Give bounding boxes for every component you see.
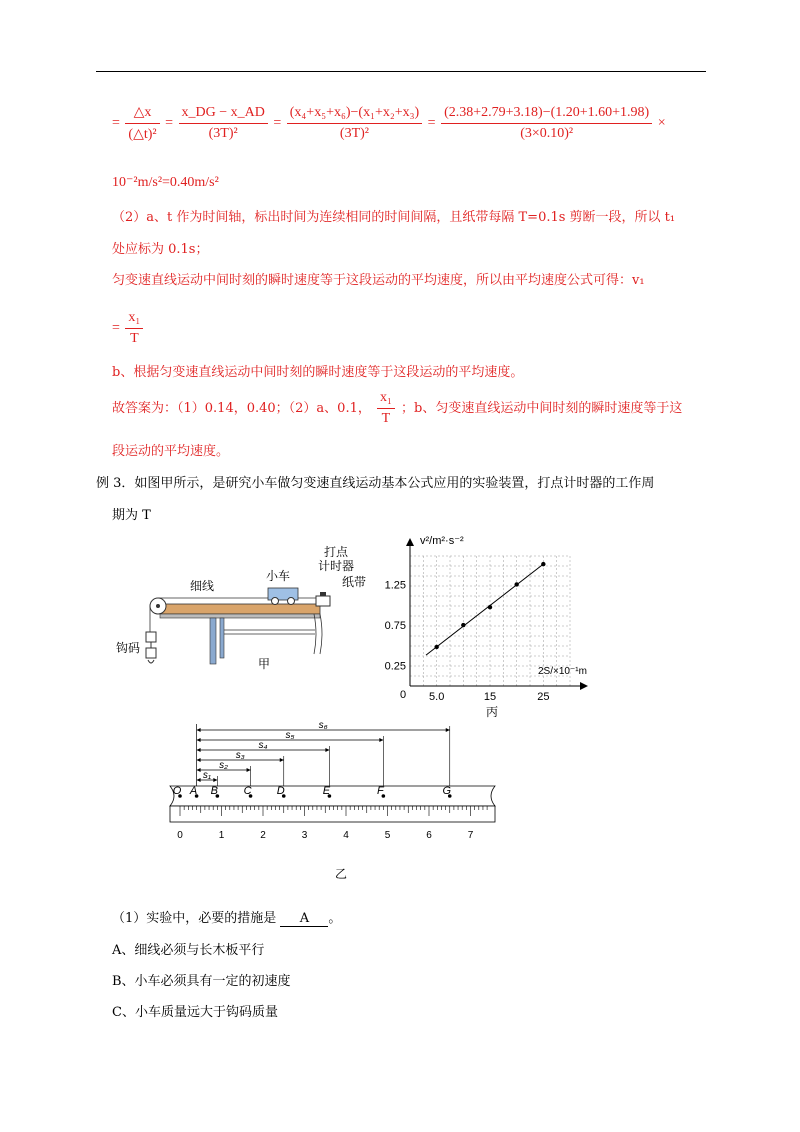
long-board: [160, 604, 320, 614]
question1-answer: A: [280, 911, 328, 927]
segment-label: s₅: [285, 730, 295, 741]
v1-formula: = $\frac{\text{x₁}}{T}$: [112, 310, 145, 347]
label-tape: 纸带: [342, 575, 367, 589]
x-axis-label: 2S/×10⁻¹m: [538, 666, 587, 677]
option-a: A、细线必须与长木板平行: [112, 943, 265, 958]
answer-fraction: $\frac{\text{x₁}}{T}$: [377, 390, 395, 427]
segment-arrowhead: [379, 738, 383, 742]
segment-label: s₄: [258, 740, 268, 751]
result-line: 10⁻²m/s²=0.40m/s²: [112, 175, 219, 190]
question1-stem: （1）实验中，必要的措施是 A 。: [112, 911, 342, 926]
y-tick-label: 0.75: [384, 620, 406, 633]
ruler-number: 3: [301, 830, 308, 841]
segment-arrowhead: [197, 748, 201, 752]
segment-arrowhead: [247, 768, 251, 772]
y-axis-arrow: [406, 538, 414, 546]
fraction-numeric: $\frac{(2.38+2.79+3.18)-(1.20+1.60+1.98)}{\text{(3×0.10)²}}$: [441, 105, 652, 142]
part2-a-line1: （2）a、t 作为时间轴，标出时间为连续相同的时间间隔，且纸带每隔 T=0.1s 剪断一段，所以 t₁: [112, 210, 676, 225]
option-c: C、小车质量远大于钩码质量: [112, 1005, 278, 1020]
segment-label: s₁: [202, 770, 212, 781]
example3-line1: 例 3．如图甲所示，是研究小车做匀变速直线运动基本公式应用的实验装置，打点计时器的工作周: [96, 476, 655, 491]
fraction-sum-difference: $\frac{\text{(x₄+x₅+x₆)−(x₁+x₂+x₃)}}{\text{(3T)²}}$: [287, 105, 422, 142]
ruler-number: 1: [218, 830, 225, 841]
tape-point-label: A: [189, 785, 198, 797]
ruler-number: 4: [343, 830, 349, 841]
caption-bing: 丙: [486, 705, 499, 719]
segment-arrowhead: [325, 748, 329, 752]
label-weight: 钩码: [116, 641, 141, 655]
x-tick-label: 25: [537, 691, 550, 703]
example3-line2: 期为 T: [112, 508, 151, 523]
origin-label: 0: [400, 689, 407, 701]
header-rule: [96, 71, 706, 72]
part2-a-line2: 处应标为 0.1s；: [112, 242, 209, 257]
velocity-line: 匀变速直线运动中间时刻的瞬时速度等于这段运动的平均速度，所以由平均速度公式可得：v₁: [112, 273, 645, 288]
fraction-dg-ad: $\frac{x\_DG - x\_AD}{\text{(3T)²}}$: [179, 105, 268, 142]
fraction-x1-over-t: $\frac{\text{x₁}}{T}$: [125, 310, 143, 347]
fraction-lhs: $\frac{\triangle x}{\text{(△t)²}}$: [125, 104, 159, 143]
ruler-number: 2: [260, 830, 266, 841]
segment-arrowhead: [280, 758, 284, 762]
x-tick-label: 5.0: [429, 691, 445, 703]
segment-arrowhead: [197, 778, 201, 782]
ruler-body: [170, 806, 495, 822]
x-axis-arrow: [580, 682, 588, 690]
ruler-number: 0: [177, 830, 183, 841]
segment-label: s₃: [235, 750, 245, 761]
caption-yi: 乙: [335, 867, 348, 881]
table-leg: [210, 618, 216, 664]
tape-point-label: F: [376, 785, 384, 797]
tape-point-label: G: [442, 785, 452, 797]
fit-line: [426, 564, 543, 655]
caption-jia: 甲: [258, 657, 271, 671]
segment-arrowhead: [446, 728, 450, 732]
label-timer-2: 计时器: [318, 559, 355, 573]
data-point: [461, 623, 465, 627]
answer-line2: 段运动的平均速度。: [112, 444, 230, 459]
label-timer-1: 打点: [324, 545, 349, 559]
segment-arrowhead: [197, 758, 201, 762]
ruler-number: 7: [467, 830, 474, 841]
y-axis-label: v²/m²·s⁻²: [420, 535, 464, 547]
tape-ruler-figure: [150, 716, 510, 882]
segment-label: s₂: [219, 760, 228, 771]
label-cart: 小车: [266, 569, 291, 583]
answer-line: 故答案为：（1）0.14，0.40；（2）a、0.1， $\frac{\text{x₁}}{T}$ ；b、匀变速直线运动中间时刻的瞬时速度等于这: [112, 390, 683, 426]
tape-point-label: E: [322, 785, 331, 797]
ruler-number: 5: [384, 830, 391, 841]
label-thread: 细线: [190, 579, 215, 593]
v2-vs-2s-chart: [380, 532, 600, 722]
data-point: [434, 645, 438, 649]
x-tick-label: 15: [483, 691, 497, 703]
option-b: B、小车必须具有一定的初速度: [112, 974, 291, 989]
segment-arrowhead: [213, 778, 217, 782]
data-point: [514, 582, 518, 586]
data-point: [541, 562, 545, 566]
apparatus-figure: [110, 540, 380, 680]
tape-point-label: C: [243, 785, 252, 797]
y-tick-label: 1.25: [384, 579, 406, 592]
weight-2: [146, 648, 156, 658]
tape-point-label: D: [276, 785, 285, 797]
weight-1: [146, 632, 156, 642]
tape-point-label: B: [210, 785, 219, 797]
timer: [316, 596, 330, 606]
ruler-number: 6: [426, 830, 432, 841]
part2-b: b、根据匀变速直线运动中间时刻的瞬时速度等于这段运动的平均速度。: [112, 365, 524, 380]
segment-arrowhead: [197, 768, 201, 772]
segment-arrowhead: [197, 738, 201, 742]
segment-label: s₆: [318, 720, 328, 731]
data-point: [488, 605, 492, 609]
acceleration-formula: = $\frac{\triangle x}{\text{(△t)²}}$ = $\frac{x\_DG - x\_AD}{\text{(3T)²}}$ = $\frac{\text{(x₄+x₅+x₆)−(x₁+x₂+x₃)}}{\text{(3T)²}}$ = $\frac{(2.38+2.79+3.18)-(1.20+1.60+1.98)}{\text{(3×0.10)²}}$ ×: [112, 105, 666, 142]
segment-arrowhead: [197, 728, 201, 732]
tape-point-label: O: [172, 785, 182, 797]
y-tick-label: 0.25: [384, 660, 406, 673]
